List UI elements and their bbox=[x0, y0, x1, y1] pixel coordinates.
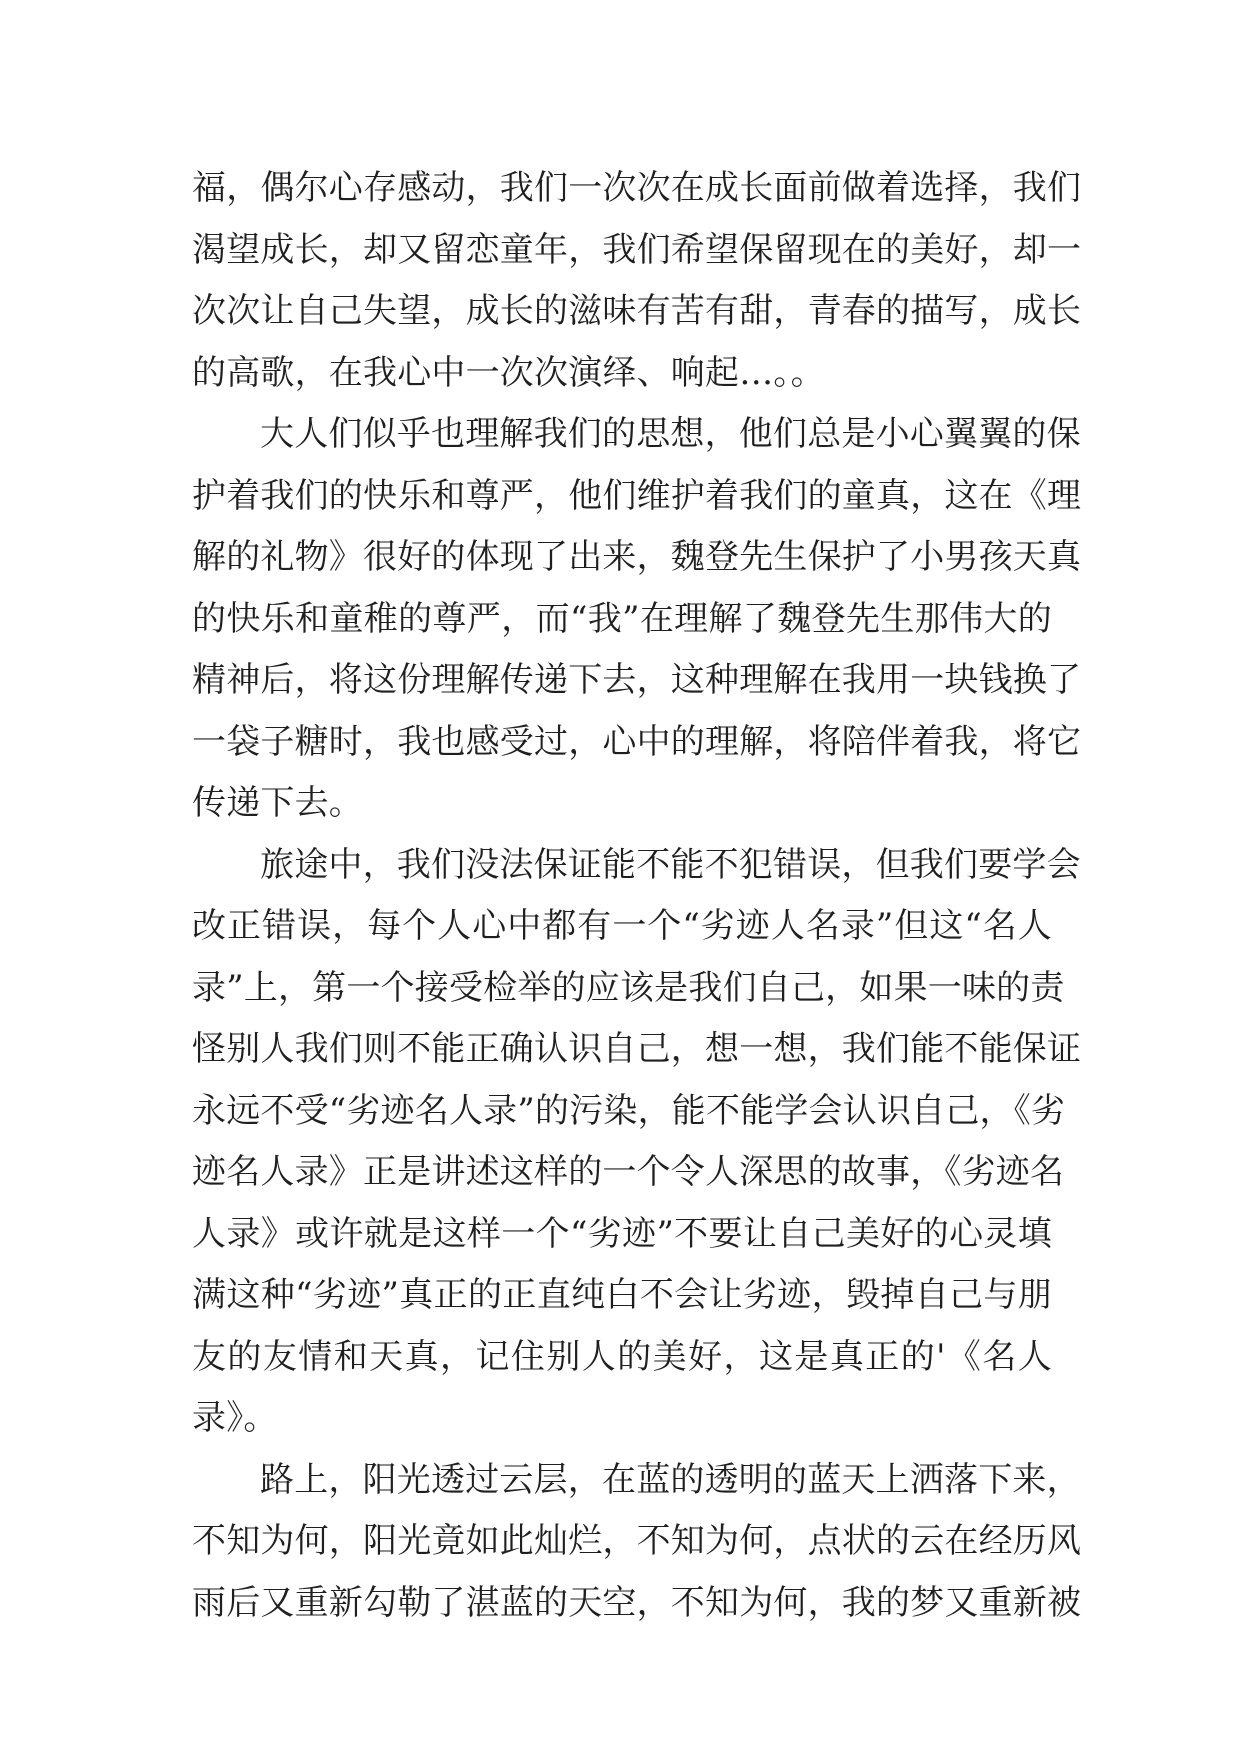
paragraph-line: 一袋子糖时，我也感受过，心中的理解，将陪伴着我，将它 bbox=[192, 721, 1082, 762]
paragraph-line: 录》。 bbox=[192, 1398, 278, 1438]
paragraph-line: 不知为何，阳光竟如此灿烂，不知为何，点状的云在经历风 bbox=[192, 1521, 1082, 1561]
paragraph-line: 友的友情和天真，记住别人的美好，这是真正的'《名人 bbox=[192, 1336, 1052, 1377]
paragraph-line: 大人们似乎也理解我们的思想，他们总是小心翼翼的保 bbox=[260, 414, 1081, 454]
paragraph-line: 渴望成长，却又留恋童年，我们希望保留现在的美好，却一 bbox=[192, 229, 1082, 270]
paragraph-line: 迹名人录》正是讲述这样的一个令人深思的故事，《劣迹名 bbox=[192, 1152, 1065, 1192]
paragraph-line: 精神后，将这份理解传递下去，这种理解在我用一块钱换了 bbox=[192, 660, 1082, 700]
paragraph-line: 人录》或许就是这样一个“劣迹”不要让自己美好的心灵填 bbox=[192, 1213, 1052, 1254]
paragraph-line: 永远不受“劣迹名人录”的污染，能不能学会认识自己，《劣 bbox=[192, 1090, 1066, 1131]
paragraph-line: 护着我们的快乐和尊严，他们维护着我们的童真，这在《理 bbox=[192, 475, 1082, 516]
paragraph-line: 路上，阳光透过云层，在蓝的透明的蓝天上洒落下来， bbox=[260, 1459, 1081, 1500]
paragraph-line: 的快乐和童稚的尊严，而“我”在理解了魏登先生那伟大的 bbox=[192, 598, 1052, 639]
paragraph-line: 录”上，第一个接受检举的应该是我们自己，如果一味的责 bbox=[192, 967, 1065, 1008]
paragraph-line: 怪别人我们则不能正确认识自己，想一想，我们能不能保证 bbox=[192, 1029, 1082, 1069]
paragraph-line: 传递下去。 bbox=[192, 783, 363, 823]
paragraph-line: 福，偶尔心存感动，我们一次次在成长面前做着选择，我们 bbox=[192, 168, 1082, 208]
paragraph-line: 改正错误，每个人心中都有一个“劣迹人名录”但这“名人 bbox=[192, 906, 1052, 946]
paragraph-line: 旅途中，我们没法保证能不能不犯错误，但我们要学会 bbox=[260, 844, 1081, 885]
paragraph-line: 雨后又重新勾勒了湛蓝的天空，不知为何，我的梦又重新被 bbox=[192, 1582, 1082, 1623]
paragraph-line: 解的礼物》很好的体现了出来，魏登先生保护了小男孩天真 bbox=[192, 537, 1082, 577]
paragraph-line: 满这种“劣迹”真正的正直纯白不会让劣迹，毁掉自己与朋 bbox=[192, 1275, 1052, 1315]
paragraph-line: 的高歌，在我心中一次次演绎、响起…。。 bbox=[192, 352, 825, 393]
essay-body bbox=[192, 158, 1082, 1634]
paragraph-line: 次次让自己失望，成长的滋味有苦有甜，青春的描写，成长 bbox=[192, 291, 1082, 331]
